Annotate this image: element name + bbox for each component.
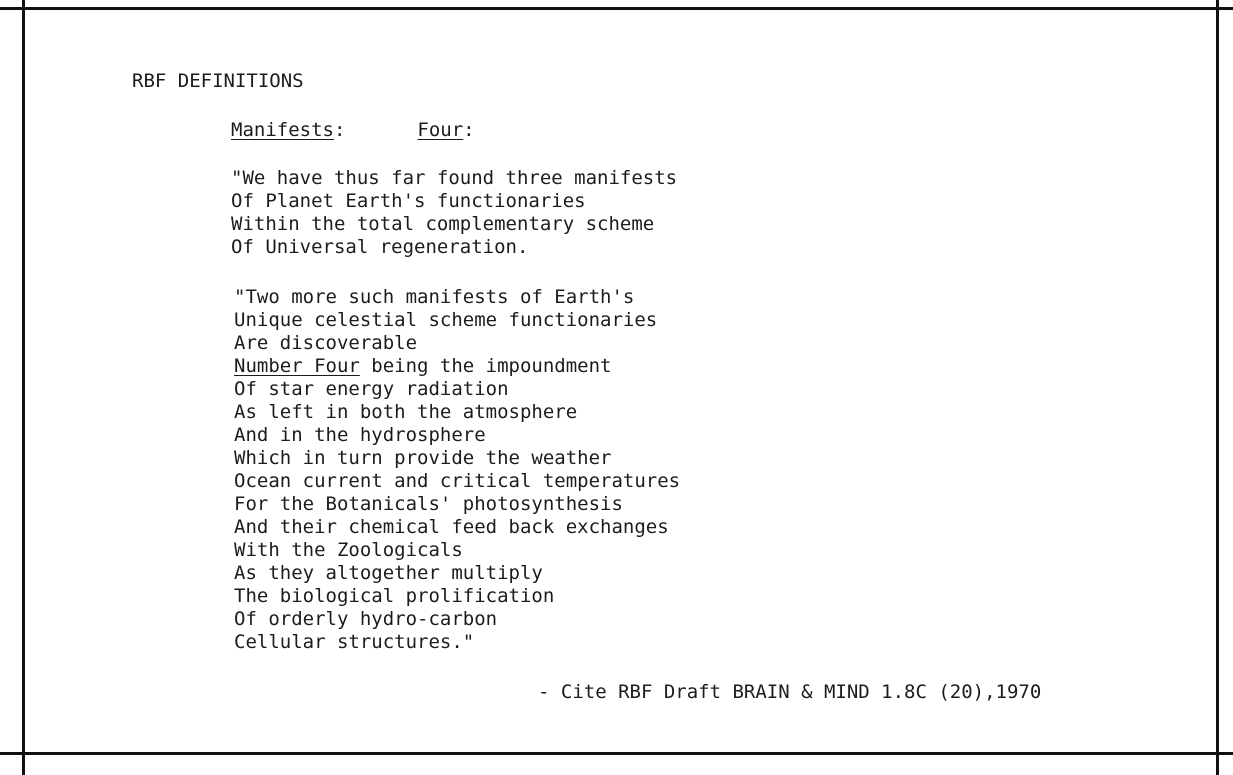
quote-line: Of Planet Earth's functionaries [231,190,586,212]
quote-line: Ocean current and critical temperatures [234,470,681,492]
quote-line: Of star energy radiation [234,378,509,400]
quote-line: As left in both the atmosphere [234,401,578,423]
quote-stanza-1 [231,167,677,259]
citation: - Cite RBF Draft BRAIN & MIND 1.8C (20),1970 [538,681,1042,703]
left-border-line [22,0,25,775]
definition-subheading [231,119,475,141]
quote-line: For the Botanicals' photosynthesis [234,493,623,515]
quote-line: As they altogether multiply [234,562,543,584]
quote-line: Which in turn provide the weather [234,447,612,469]
term-label: Manifests [231,119,334,141]
term-colon: : [333,119,346,141]
quote-line: Are discoverable [234,332,418,354]
page-title: RBF DEFINITIONS [132,70,304,92]
top-border-line [0,7,1233,10]
quote-line: Of Universal regeneration. [231,236,529,258]
quote-line: Of orderly hydro-carbon [234,608,498,630]
subterm-label: Four [417,119,464,141]
quote-line: Within the total complementary scheme [231,213,655,235]
quote-line: Cellular structures." [234,631,475,653]
quote-line: And in the hydrosphere [234,424,486,446]
quote-line: The biological prolification [234,585,555,607]
quote-line: With the Zoologicals [234,539,463,561]
quote-line: "Two more such manifests of Earth's [234,286,635,308]
quote-line-underlined [234,355,680,378]
quote-line: And their chemical feed back exchanges [234,516,669,538]
right-border-line [1216,0,1219,775]
quote-line-rest: being the impoundment [359,355,612,377]
quote-line: Unique celestial scheme functionaries [234,309,658,331]
underlined-phrase: Number Four [234,355,360,377]
quote-line: "We have thus far found three manifests [231,167,678,189]
quote-stanza-2 [234,286,680,654]
subterm-colon: : [463,119,475,141]
bottom-border-line [0,752,1233,755]
